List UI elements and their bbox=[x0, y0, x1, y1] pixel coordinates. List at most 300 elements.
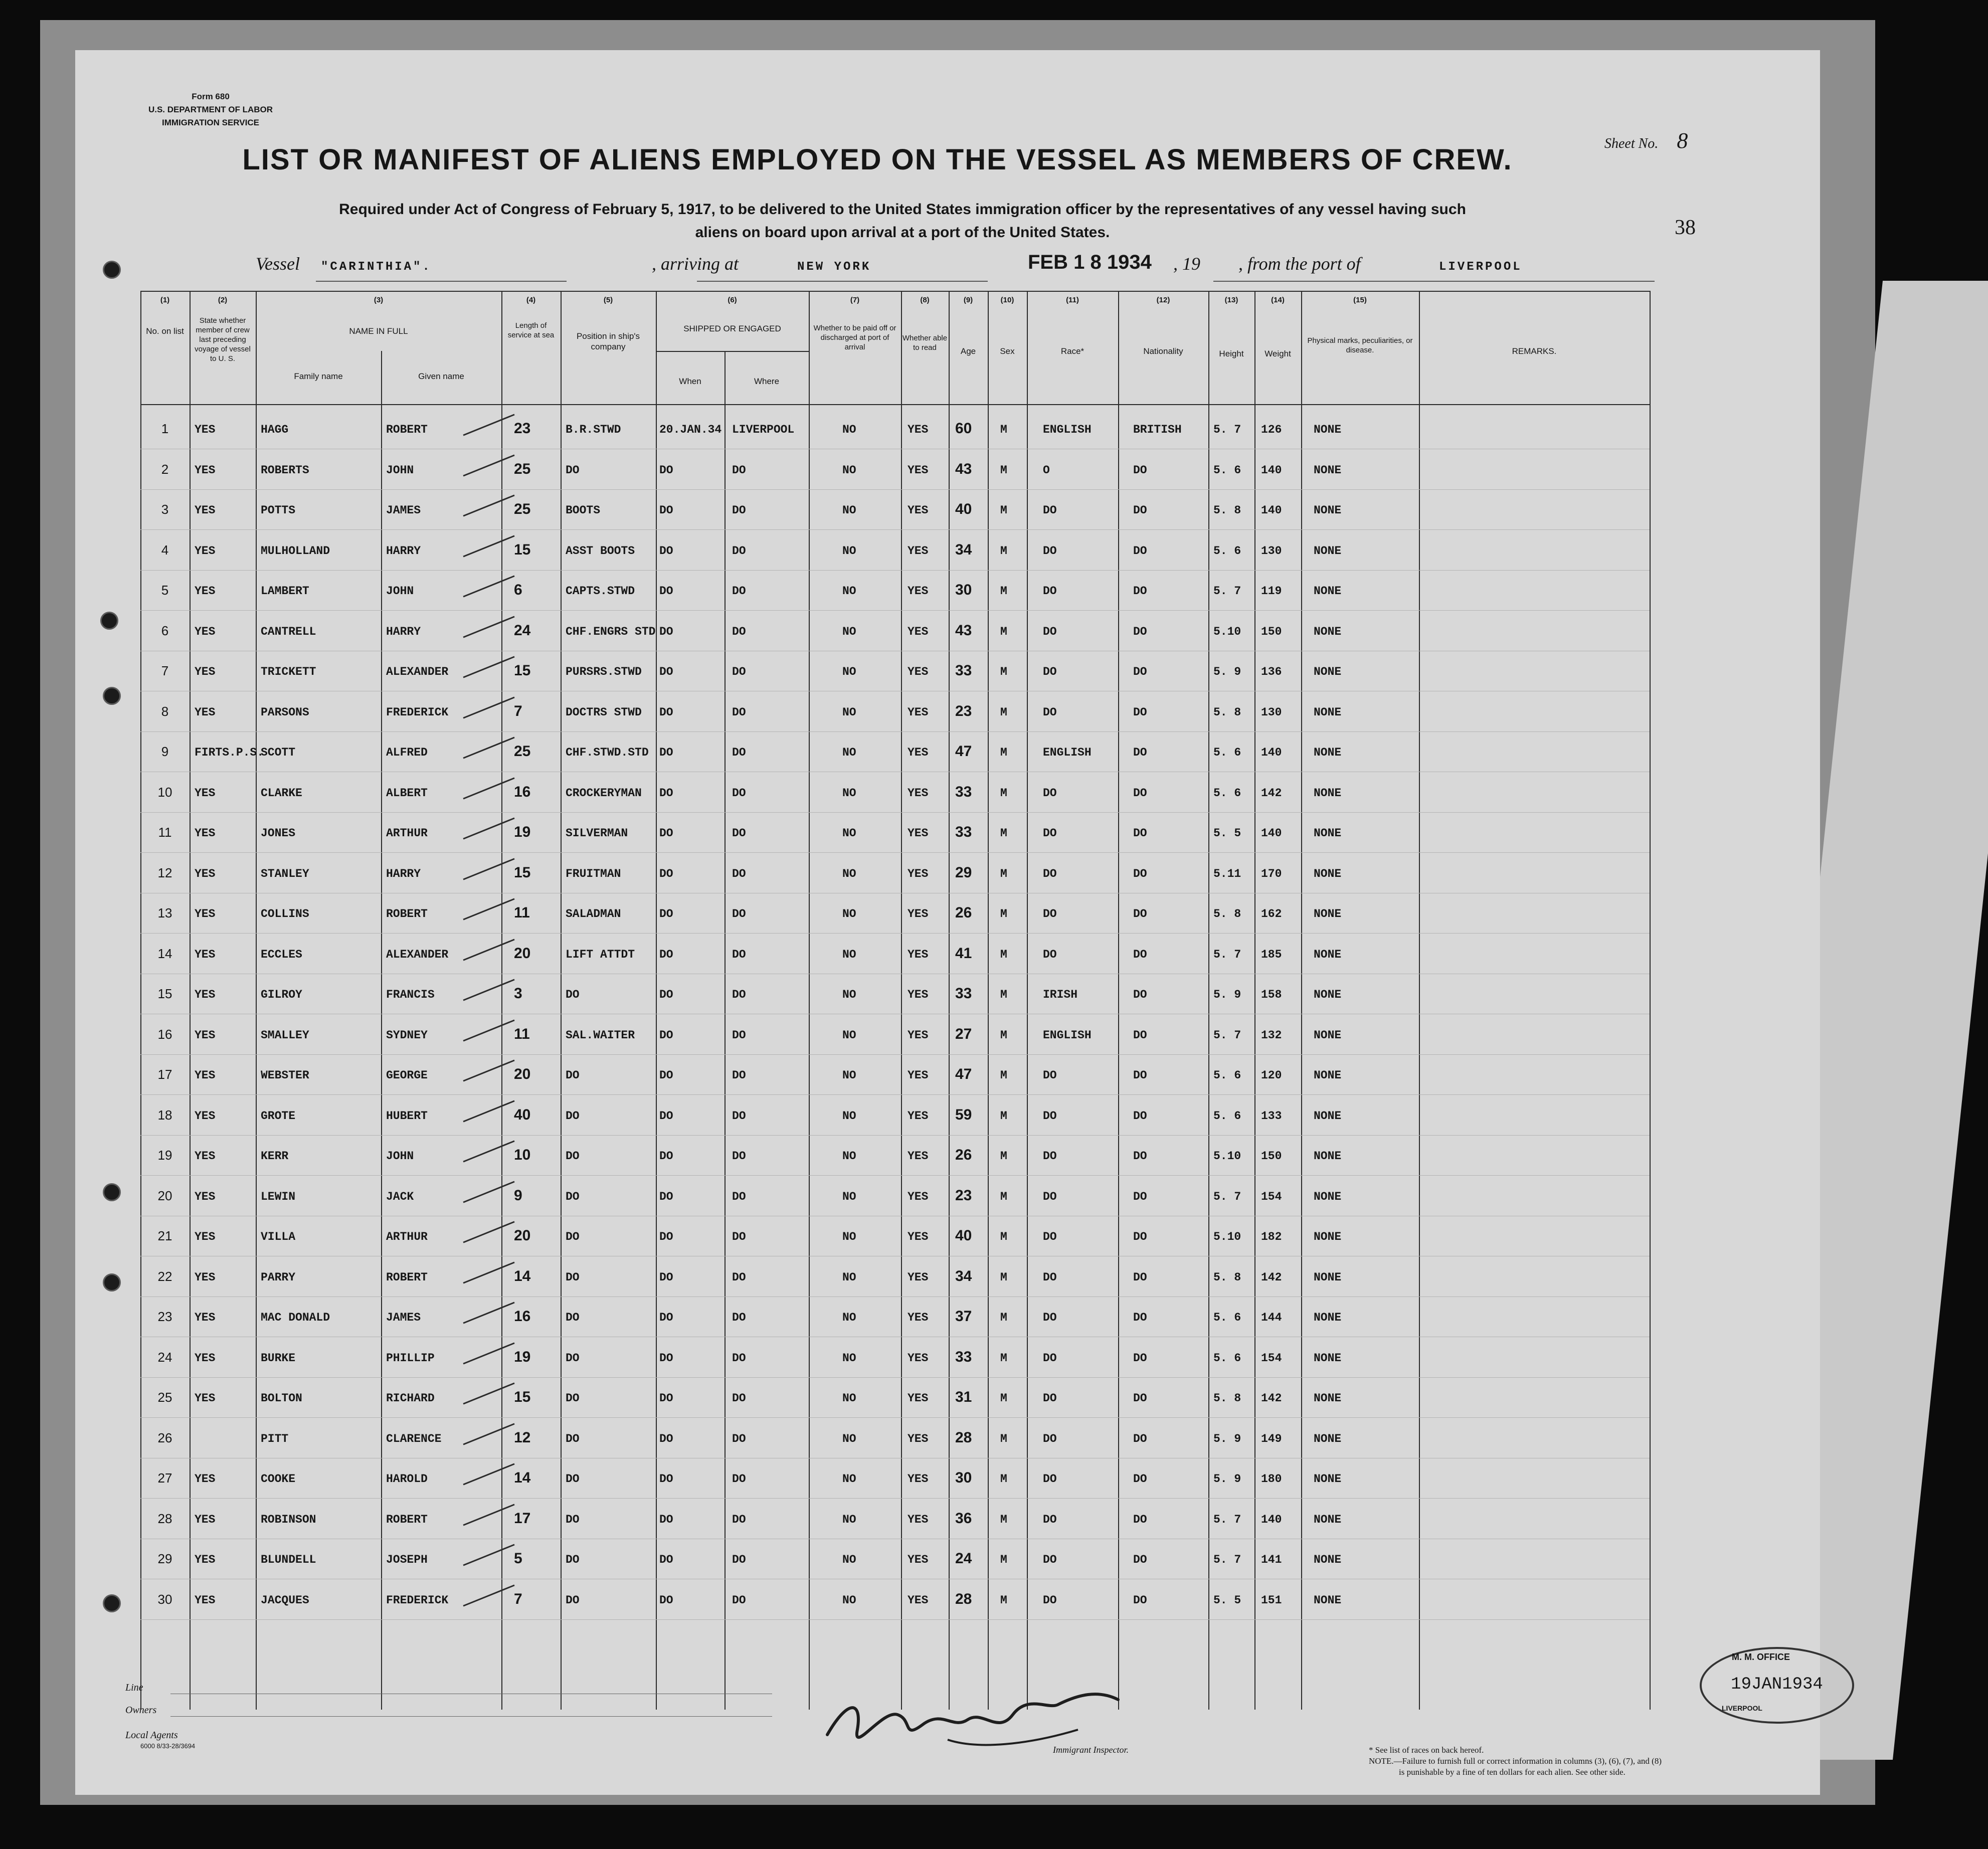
header-bottom-line bbox=[140, 404, 1650, 405]
table-row bbox=[140, 490, 1650, 530]
cell-where: DO bbox=[732, 1150, 746, 1163]
cell-family: TRICKETT bbox=[261, 665, 316, 678]
cell-age: 47 bbox=[955, 743, 972, 760]
cell-phys: NONE bbox=[1314, 665, 1342, 678]
cell-when: DO bbox=[659, 625, 673, 638]
cell-family: ROBERTS bbox=[261, 463, 309, 477]
cell-prev: YES bbox=[195, 463, 216, 477]
cell-len: 25 bbox=[514, 501, 531, 517]
cell-phys: NONE bbox=[1314, 463, 1342, 477]
cell-family: ECCLES bbox=[261, 948, 302, 961]
table-row bbox=[140, 571, 1650, 611]
cell-age: 60 bbox=[955, 420, 972, 437]
cell-race: DO bbox=[1043, 1150, 1057, 1163]
cell-given: ROBERT bbox=[386, 907, 428, 920]
cell-nat: DO bbox=[1133, 1270, 1147, 1284]
cell-age: 31 bbox=[955, 1389, 972, 1405]
cell-read: YES bbox=[908, 463, 929, 477]
cell-age: 33 bbox=[955, 824, 972, 840]
cell-given: HARRY bbox=[386, 625, 421, 638]
cell-weight: 162 bbox=[1261, 907, 1282, 920]
cell-race: DO bbox=[1043, 827, 1057, 840]
cell-no: 3 bbox=[161, 502, 169, 517]
header-given-name: Given name bbox=[418, 372, 464, 381]
cell-paid: NO bbox=[842, 1150, 856, 1163]
cell-phys: NONE bbox=[1314, 1069, 1342, 1082]
cell-nat: DO bbox=[1133, 1230, 1147, 1243]
cell-prev: YES bbox=[195, 907, 216, 920]
cell-nat: DO bbox=[1133, 544, 1147, 558]
cell-race: DO bbox=[1043, 1392, 1057, 1405]
col-num-13: (13) bbox=[1224, 296, 1238, 304]
subtitle-line-2: aliens on board upon arrival at a port of the United States. bbox=[695, 224, 1110, 241]
date-stamp-seal bbox=[1700, 1647, 1854, 1724]
cell-height: 5. 6 bbox=[1213, 1311, 1241, 1324]
cell-where: DO bbox=[732, 1311, 746, 1324]
header-no-on-list: No. on list bbox=[146, 326, 184, 336]
cell-height: 5. 7 bbox=[1213, 423, 1241, 436]
cell-phys: NONE bbox=[1314, 1190, 1342, 1203]
seal-bottom-text: LIVERPOOL bbox=[1722, 1704, 1762, 1712]
cell-age: 24 bbox=[955, 1550, 972, 1567]
cell-no: 6 bbox=[161, 623, 169, 638]
cell-prev: YES bbox=[195, 988, 216, 1001]
cell-where: DO bbox=[732, 504, 746, 517]
cell-no: 4 bbox=[161, 542, 169, 558]
header-member-prev: State whether member of crew last preceding voyage of vessel to U. S. bbox=[195, 316, 251, 363]
cell-position: DO bbox=[566, 1150, 580, 1163]
col-num-10: (10) bbox=[1000, 296, 1014, 304]
cell-where: DO bbox=[732, 544, 746, 558]
cell-when: DO bbox=[659, 1109, 673, 1123]
header-weight: Weight bbox=[1264, 349, 1291, 358]
cell-no: 7 bbox=[161, 663, 169, 678]
table-row bbox=[140, 1257, 1650, 1297]
cell-when: DO bbox=[659, 504, 673, 517]
cell-family: POTTS bbox=[261, 504, 296, 517]
cell-sex: M bbox=[1000, 1150, 1007, 1163]
cell-position: DO bbox=[566, 1472, 580, 1486]
cell-nat: DO bbox=[1133, 1150, 1147, 1163]
cell-sex: M bbox=[1000, 1109, 1007, 1123]
cell-weight: 154 bbox=[1261, 1190, 1282, 1203]
cell-no: 24 bbox=[157, 1349, 172, 1365]
cell-given: ALEXANDER bbox=[386, 665, 449, 678]
cell-nat: DO bbox=[1133, 907, 1147, 920]
cell-where: DO bbox=[732, 1392, 746, 1405]
cell-given: JOSEPH bbox=[386, 1553, 428, 1566]
shipped-divider bbox=[656, 351, 809, 352]
cell-family: MAC DONALD bbox=[261, 1311, 330, 1324]
cell-race: DO bbox=[1043, 625, 1057, 638]
cell-no: 1 bbox=[161, 421, 169, 436]
cell-age: 37 bbox=[955, 1308, 972, 1325]
cell-when: DO bbox=[659, 1230, 673, 1243]
cell-position: CAPTS.STWD bbox=[566, 585, 635, 598]
cell-phys: NONE bbox=[1314, 705, 1342, 719]
header-remarks: REMARKS. bbox=[1512, 346, 1557, 356]
cell-height: 5. 6 bbox=[1213, 463, 1241, 477]
cell-phys: NONE bbox=[1314, 544, 1342, 558]
cell-race: O bbox=[1043, 463, 1050, 477]
binder-hole bbox=[103, 261, 121, 279]
cell-where: DO bbox=[732, 746, 746, 759]
cell-read: YES bbox=[908, 867, 929, 880]
cell-family: PARSONS bbox=[261, 705, 309, 719]
header-where: Where bbox=[754, 377, 780, 386]
cell-family: GROTE bbox=[261, 1109, 296, 1123]
sheet-number-value: 8 bbox=[1677, 128, 1688, 153]
cell-where: DO bbox=[732, 1230, 746, 1243]
cell-age: 43 bbox=[955, 460, 972, 477]
cell-nat: DO bbox=[1133, 786, 1147, 800]
form-identifier bbox=[130, 90, 291, 129]
cell-paid: NO bbox=[842, 1593, 856, 1607]
cell-read: YES bbox=[908, 705, 929, 719]
col-num-7: (7) bbox=[850, 296, 860, 304]
cell-family: WEBSTER bbox=[261, 1069, 309, 1082]
cell-weight: 136 bbox=[1261, 665, 1282, 678]
cell-no: 12 bbox=[157, 865, 172, 880]
cell-sex: M bbox=[1000, 1392, 1007, 1405]
cell-given: ALEXANDER bbox=[386, 948, 449, 961]
arriving-port: NEW YORK bbox=[797, 260, 871, 274]
cell-no: 18 bbox=[157, 1107, 172, 1123]
cell-read: YES bbox=[908, 504, 929, 517]
cell-read: YES bbox=[908, 1270, 929, 1284]
cell-when: DO bbox=[659, 544, 673, 558]
cell-where: DO bbox=[732, 907, 746, 920]
cell-paid: NO bbox=[842, 463, 856, 477]
header-race: Race* bbox=[1060, 346, 1085, 356]
cell-height: 5. 7 bbox=[1213, 585, 1241, 598]
owners-rule bbox=[170, 1716, 772, 1717]
cell-read: YES bbox=[908, 1392, 929, 1405]
cell-height: 5. 6 bbox=[1213, 1069, 1241, 1082]
cell-phys: NONE bbox=[1314, 1230, 1342, 1243]
arriving-label: , arriving at bbox=[652, 254, 739, 274]
header-when: When bbox=[679, 377, 701, 386]
cell-no: 29 bbox=[157, 1551, 172, 1566]
cell-given: HARRY bbox=[386, 867, 421, 880]
cell-age: 26 bbox=[955, 904, 972, 921]
cell-len: 20 bbox=[514, 945, 531, 962]
cell-paid: NO bbox=[842, 1553, 856, 1566]
cell-family: VILLA bbox=[261, 1230, 296, 1243]
cell-sex: M bbox=[1000, 423, 1007, 436]
cell-when: DO bbox=[659, 1069, 673, 1082]
col-num-2: (2) bbox=[218, 296, 228, 304]
table-row bbox=[140, 530, 1650, 571]
cell-height: 5. 6 bbox=[1213, 544, 1241, 558]
cell-paid: NO bbox=[842, 1351, 856, 1365]
cell-read: YES bbox=[908, 1311, 929, 1324]
cell-weight: 154 bbox=[1261, 1351, 1282, 1365]
table-row bbox=[140, 773, 1650, 813]
cell-where: DO bbox=[732, 1069, 746, 1082]
cell-weight: 158 bbox=[1261, 988, 1282, 1001]
from-port: LIVERPOOL bbox=[1439, 260, 1522, 274]
cell-paid: NO bbox=[842, 625, 856, 638]
cell-no: 15 bbox=[157, 986, 172, 1001]
cell-age: 33 bbox=[955, 662, 972, 679]
cell-paid: NO bbox=[842, 746, 856, 759]
department: U.S. DEPARTMENT OF LABOR bbox=[148, 105, 273, 114]
table-row bbox=[140, 1297, 1650, 1337]
cell-given: ALBERT bbox=[386, 786, 428, 800]
cell-age: 27 bbox=[955, 1025, 972, 1042]
table-row bbox=[140, 409, 1650, 449]
cell-paid: NO bbox=[842, 988, 856, 1001]
form-code: 6000 8/33-28/3694 bbox=[140, 1742, 196, 1750]
cell-read: YES bbox=[908, 1351, 929, 1365]
cell-weight: 120 bbox=[1261, 1069, 1282, 1082]
cell-height: 5. 9 bbox=[1213, 988, 1241, 1001]
cell-no: 25 bbox=[157, 1390, 172, 1405]
cell-prev: YES bbox=[195, 867, 216, 880]
cell-len: 14 bbox=[514, 1469, 531, 1486]
cell-nat: DO bbox=[1133, 1311, 1147, 1324]
header-shipped: SHIPPED OR ENGAGED bbox=[683, 324, 781, 333]
cell-len: 5 bbox=[514, 1550, 522, 1567]
cell-phys: NONE bbox=[1314, 786, 1342, 800]
cell-no: 5 bbox=[161, 583, 169, 598]
cell-given: ROBERT bbox=[386, 1513, 428, 1526]
cell-race: DO bbox=[1043, 665, 1057, 678]
table-row bbox=[140, 732, 1650, 772]
cell-height: 5. 7 bbox=[1213, 1513, 1241, 1526]
cell-sex: M bbox=[1000, 1028, 1007, 1042]
cell-where: DO bbox=[732, 705, 746, 719]
table-row bbox=[140, 1499, 1650, 1539]
cell-read: YES bbox=[908, 786, 929, 800]
cell-prev: YES bbox=[195, 1311, 216, 1324]
cell-read: YES bbox=[908, 1593, 929, 1607]
cell-len: 23 bbox=[514, 420, 531, 437]
cell-weight: 140 bbox=[1261, 463, 1282, 477]
cell-race: DO bbox=[1043, 544, 1057, 558]
owners-label: Owners bbox=[125, 1705, 157, 1716]
cell-no: 11 bbox=[158, 825, 172, 840]
cell-position: DO bbox=[566, 1513, 580, 1526]
cell-paid: NO bbox=[842, 948, 856, 961]
cell-when: DO bbox=[659, 1311, 673, 1324]
cell-weight: 141 bbox=[1261, 1553, 1282, 1566]
cell-when: DO bbox=[659, 1150, 673, 1163]
cell-age: 33 bbox=[955, 783, 972, 800]
cell-given: JACK bbox=[386, 1190, 414, 1203]
cell-read: YES bbox=[908, 827, 929, 840]
col-num-4: (4) bbox=[526, 296, 536, 304]
cell-age: 26 bbox=[955, 1147, 972, 1163]
cell-family: SMALLEY bbox=[261, 1028, 309, 1042]
binder-hole bbox=[103, 1594, 121, 1612]
table-row bbox=[140, 611, 1650, 651]
cell-no: 14 bbox=[157, 946, 172, 961]
cell-family: KERR bbox=[261, 1150, 289, 1163]
cell-phys: NONE bbox=[1314, 948, 1342, 961]
cell-weight: 144 bbox=[1261, 1311, 1282, 1324]
cell-where: DO bbox=[732, 1472, 746, 1486]
cell-paid: NO bbox=[842, 504, 856, 517]
cell-prev: YES bbox=[195, 1472, 216, 1486]
table-row bbox=[140, 1458, 1650, 1499]
cell-height: 5.11 bbox=[1213, 867, 1241, 880]
cell-height: 5. 6 bbox=[1213, 1109, 1241, 1123]
cell-phys: NONE bbox=[1314, 1270, 1342, 1284]
cell-where: DO bbox=[732, 1553, 746, 1566]
cell-family: LAMBERT bbox=[261, 585, 309, 598]
cell-race: ENGLISH bbox=[1043, 1028, 1092, 1042]
cell-len: 25 bbox=[514, 743, 531, 760]
cell-phys: NONE bbox=[1314, 423, 1342, 436]
cell-age: 29 bbox=[955, 864, 972, 881]
cell-no: 19 bbox=[157, 1148, 172, 1163]
cell-no: 10 bbox=[157, 784, 172, 800]
cell-phys: NONE bbox=[1314, 1432, 1342, 1445]
cell-family: BLUNDELL bbox=[261, 1553, 316, 1566]
cell-when: DO bbox=[659, 786, 673, 800]
table-row bbox=[140, 1378, 1650, 1418]
cell-len: 14 bbox=[514, 1267, 531, 1284]
cell-position: SAL.WAITER bbox=[566, 1028, 635, 1042]
cell-paid: NO bbox=[842, 1109, 856, 1123]
cell-where: DO bbox=[732, 1351, 746, 1365]
cell-race: DO bbox=[1043, 1472, 1057, 1486]
vessel-name: "CARINTHIA". bbox=[321, 260, 432, 274]
cell-read: YES bbox=[908, 1432, 929, 1445]
cell-position: DO bbox=[566, 1109, 580, 1123]
cell-race: IRISH bbox=[1043, 988, 1078, 1001]
cell-height: 5. 9 bbox=[1213, 665, 1241, 678]
cell-no: 27 bbox=[157, 1470, 172, 1486]
cell-no: 20 bbox=[157, 1188, 172, 1203]
binder-hole bbox=[103, 1273, 121, 1291]
cell-when: DO bbox=[659, 1392, 673, 1405]
cell-no: 13 bbox=[157, 905, 172, 920]
cell-phys: NONE bbox=[1314, 867, 1342, 880]
cell-position: DO bbox=[566, 1432, 580, 1445]
cell-prev: YES bbox=[195, 705, 216, 719]
cell-sex: M bbox=[1000, 988, 1007, 1001]
cell-no: 2 bbox=[161, 461, 169, 477]
col-num-14: (14) bbox=[1271, 296, 1285, 304]
cell-phys: NONE bbox=[1314, 988, 1342, 1001]
table-row bbox=[140, 1338, 1650, 1378]
cell-position: DO bbox=[566, 1190, 580, 1203]
cell-age: 23 bbox=[955, 702, 972, 719]
cell-len: 17 bbox=[514, 1510, 531, 1527]
table-row bbox=[140, 450, 1650, 490]
cell-sex: M bbox=[1000, 665, 1007, 678]
header-paid-off: Whether to be paid off or discharged at port of arrival bbox=[813, 324, 896, 351]
cell-family: CLARKE bbox=[261, 786, 302, 800]
cell-len: 7 bbox=[514, 702, 522, 719]
cell-position: DOCTRS STWD bbox=[566, 705, 642, 719]
cell-sex: M bbox=[1000, 585, 1007, 598]
cell-prev: YES bbox=[195, 827, 216, 840]
cell-read: YES bbox=[908, 1472, 929, 1486]
cell-prev: YES bbox=[195, 1553, 216, 1566]
cell-sex: M bbox=[1000, 1190, 1007, 1203]
cell-age: 34 bbox=[955, 541, 972, 558]
cell-weight: 126 bbox=[1261, 423, 1282, 436]
cell-len: 20 bbox=[514, 1066, 531, 1082]
vessel-line bbox=[256, 253, 1710, 283]
cell-position: DO bbox=[566, 1270, 580, 1284]
cell-age: 41 bbox=[955, 945, 972, 962]
cell-given: GEORGE bbox=[386, 1069, 428, 1082]
cell-phys: NONE bbox=[1314, 1593, 1342, 1607]
cell-race: DO bbox=[1043, 907, 1057, 920]
cell-sex: M bbox=[1000, 907, 1007, 920]
cell-race: DO bbox=[1043, 1432, 1057, 1445]
cell-race: ENGLISH bbox=[1043, 423, 1092, 436]
cell-sex: M bbox=[1000, 867, 1007, 880]
cell-race: DO bbox=[1043, 1230, 1057, 1243]
cell-prev: YES bbox=[195, 1392, 216, 1405]
cell-family: COOKE bbox=[261, 1472, 296, 1486]
cell-height: 5. 8 bbox=[1213, 504, 1241, 517]
cell-family: STANLEY bbox=[261, 867, 309, 880]
cell-position: FRUITMAN bbox=[566, 867, 621, 880]
cell-len: 16 bbox=[514, 1308, 531, 1325]
cell-weight: 132 bbox=[1261, 1028, 1282, 1042]
cell-phys: NONE bbox=[1314, 1150, 1342, 1163]
cell-height: 5. 9 bbox=[1213, 1432, 1241, 1445]
col-num-3: (3) bbox=[374, 296, 384, 304]
cell-sex: M bbox=[1000, 1351, 1007, 1365]
cell-weight: 142 bbox=[1261, 1392, 1282, 1405]
arriving-underline bbox=[697, 281, 988, 282]
cell-position: DO bbox=[566, 1392, 580, 1405]
cell-race: DO bbox=[1043, 1553, 1057, 1566]
cell-position: B.R.STWD bbox=[566, 423, 621, 436]
cell-read: YES bbox=[908, 423, 929, 436]
cell-prev: YES bbox=[195, 1270, 216, 1284]
cell-paid: NO bbox=[842, 1513, 856, 1526]
cell-len: 16 bbox=[514, 783, 531, 800]
cell-prev: YES bbox=[195, 544, 216, 558]
cell-where: DO bbox=[732, 1513, 746, 1526]
table-row bbox=[140, 1176, 1650, 1216]
cell-family: ROBINSON bbox=[261, 1513, 316, 1526]
cell-phys: NONE bbox=[1314, 1311, 1342, 1324]
cell-race: DO bbox=[1043, 1311, 1057, 1324]
cell-race: DO bbox=[1043, 1270, 1057, 1284]
cell-prev: YES bbox=[195, 1593, 216, 1607]
cell-phys: NONE bbox=[1314, 1553, 1342, 1566]
cell-height: 5. 7 bbox=[1213, 1553, 1241, 1566]
cell-position: SILVERMAN bbox=[566, 827, 628, 840]
cell-nat: DO bbox=[1133, 1109, 1147, 1123]
cell-age: 40 bbox=[955, 501, 972, 517]
cell-when: DO bbox=[659, 1270, 673, 1284]
cell-sex: M bbox=[1000, 1553, 1007, 1566]
cell-phys: NONE bbox=[1314, 1513, 1342, 1526]
cell-prev: YES bbox=[195, 1230, 216, 1243]
cell-phys: NONE bbox=[1314, 1109, 1342, 1123]
cell-when: DO bbox=[659, 867, 673, 880]
manifest-sheet bbox=[75, 50, 1823, 1795]
header-family-name: Family name bbox=[294, 372, 343, 381]
cell-paid: NO bbox=[842, 1230, 856, 1243]
cell-paid: NO bbox=[842, 1270, 856, 1284]
col-num-8: (8) bbox=[920, 296, 930, 304]
cell-age: 59 bbox=[955, 1106, 972, 1123]
seal-date: 19JAN1934 bbox=[1731, 1675, 1823, 1694]
cell-family: LEWIN bbox=[261, 1190, 296, 1203]
